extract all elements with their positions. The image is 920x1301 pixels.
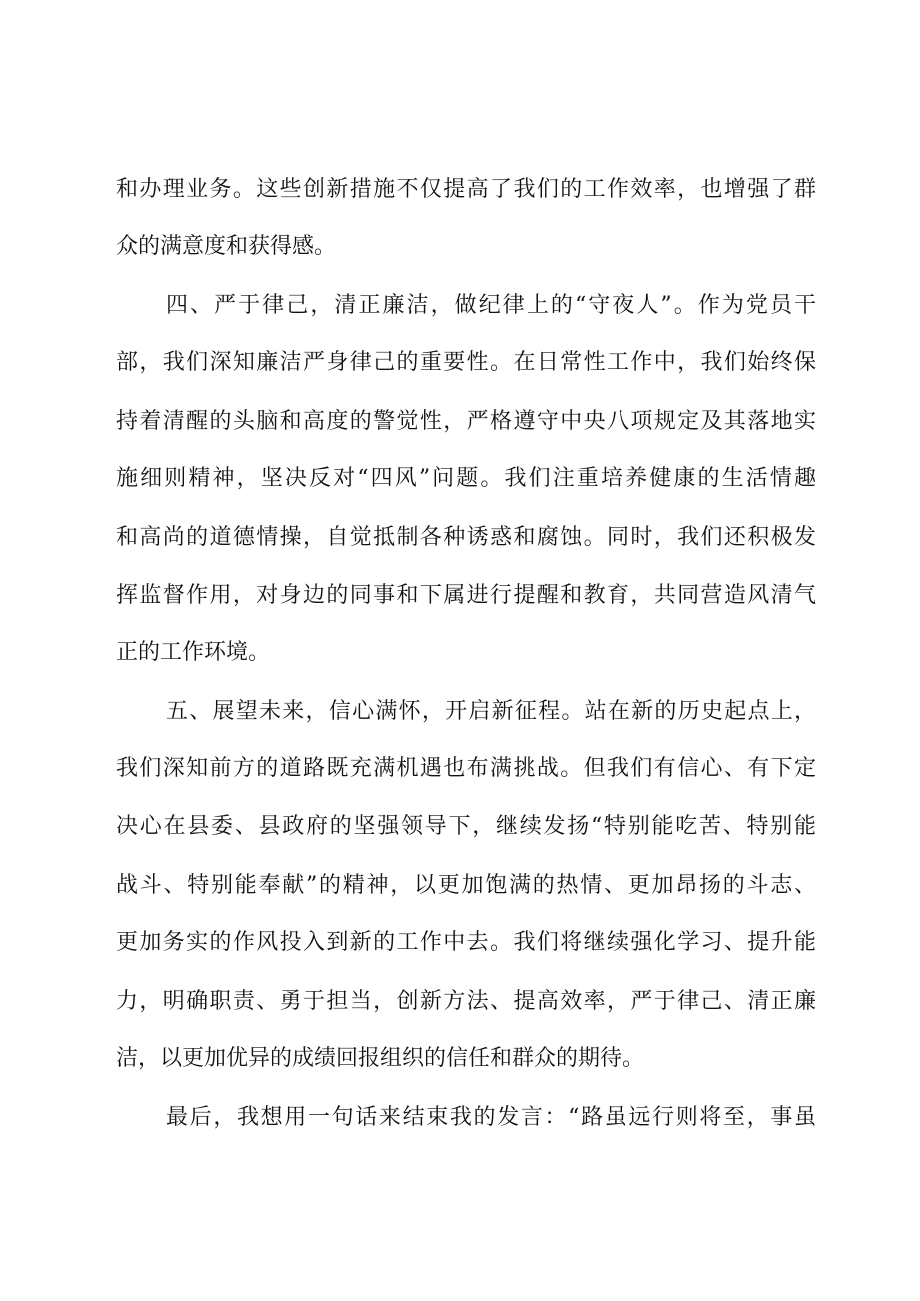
text-line: 和办理业务。这些创新措施不仅提高了我们的工作效率，也增强了群 [116, 177, 816, 202]
text-line: 正的工作环境。 [116, 640, 271, 665]
text-line: 更加务实的作风投入到新的工作中去。我们将继续强化学习、提升能 [116, 930, 816, 955]
text-line: 挥监督作用，对身边的同事和下属进行提醒和教育，共同营造风清气 [116, 583, 816, 608]
text-line: 持着清醒的头脑和高度的警觉性，严格遵守中央八项规定及其落地实 [116, 409, 816, 434]
text-line: 我们深知前方的道路既充满机遇也布满挑战。但我们有信心、有下定 [116, 756, 816, 781]
text-line: 众的满意度和获得感。 [116, 234, 337, 259]
text-line: 力，明确职责、勇于担当，创新方法、提高效率，严于律己、清正廉 [116, 989, 816, 1014]
text-line: 部，我们深知廉洁严身律己的重要性。在日常性工作中，我们始终保 [116, 350, 816, 375]
text-line: 和高尚的道德情操，自觉抵制各种诱惑和腐蚀。同时，我们还积极发 [116, 525, 816, 550]
text-line: 战斗、特别能奉献”的精神，以更加饱满的热情、更加昂扬的斗志、 [116, 873, 816, 898]
text-line: 决心在县委、县政府的坚强领导下，继续发扬“特别能吃苦、特别能 [116, 814, 816, 839]
text-line: 洁，以更加优异的成绩回报组织的信任和群众的期待。 [116, 1046, 645, 1071]
paragraph-start-line: 四、严于律己，清正廉洁，做纪律上的“守夜人”。作为党员干 [166, 293, 816, 318]
paragraph-start-line: 最后，我想用一句话来结束我的发言：“路虽远行则将至，事虽 [166, 1105, 816, 1130]
paragraph-start-line: 五、展望未来，信心满怀，开启新征程。站在新的历史起点上， [166, 699, 816, 724]
text-line: 施细则精神，坚决反对“四风”问题。我们注重培养健康的生活情趣 [116, 466, 816, 491]
